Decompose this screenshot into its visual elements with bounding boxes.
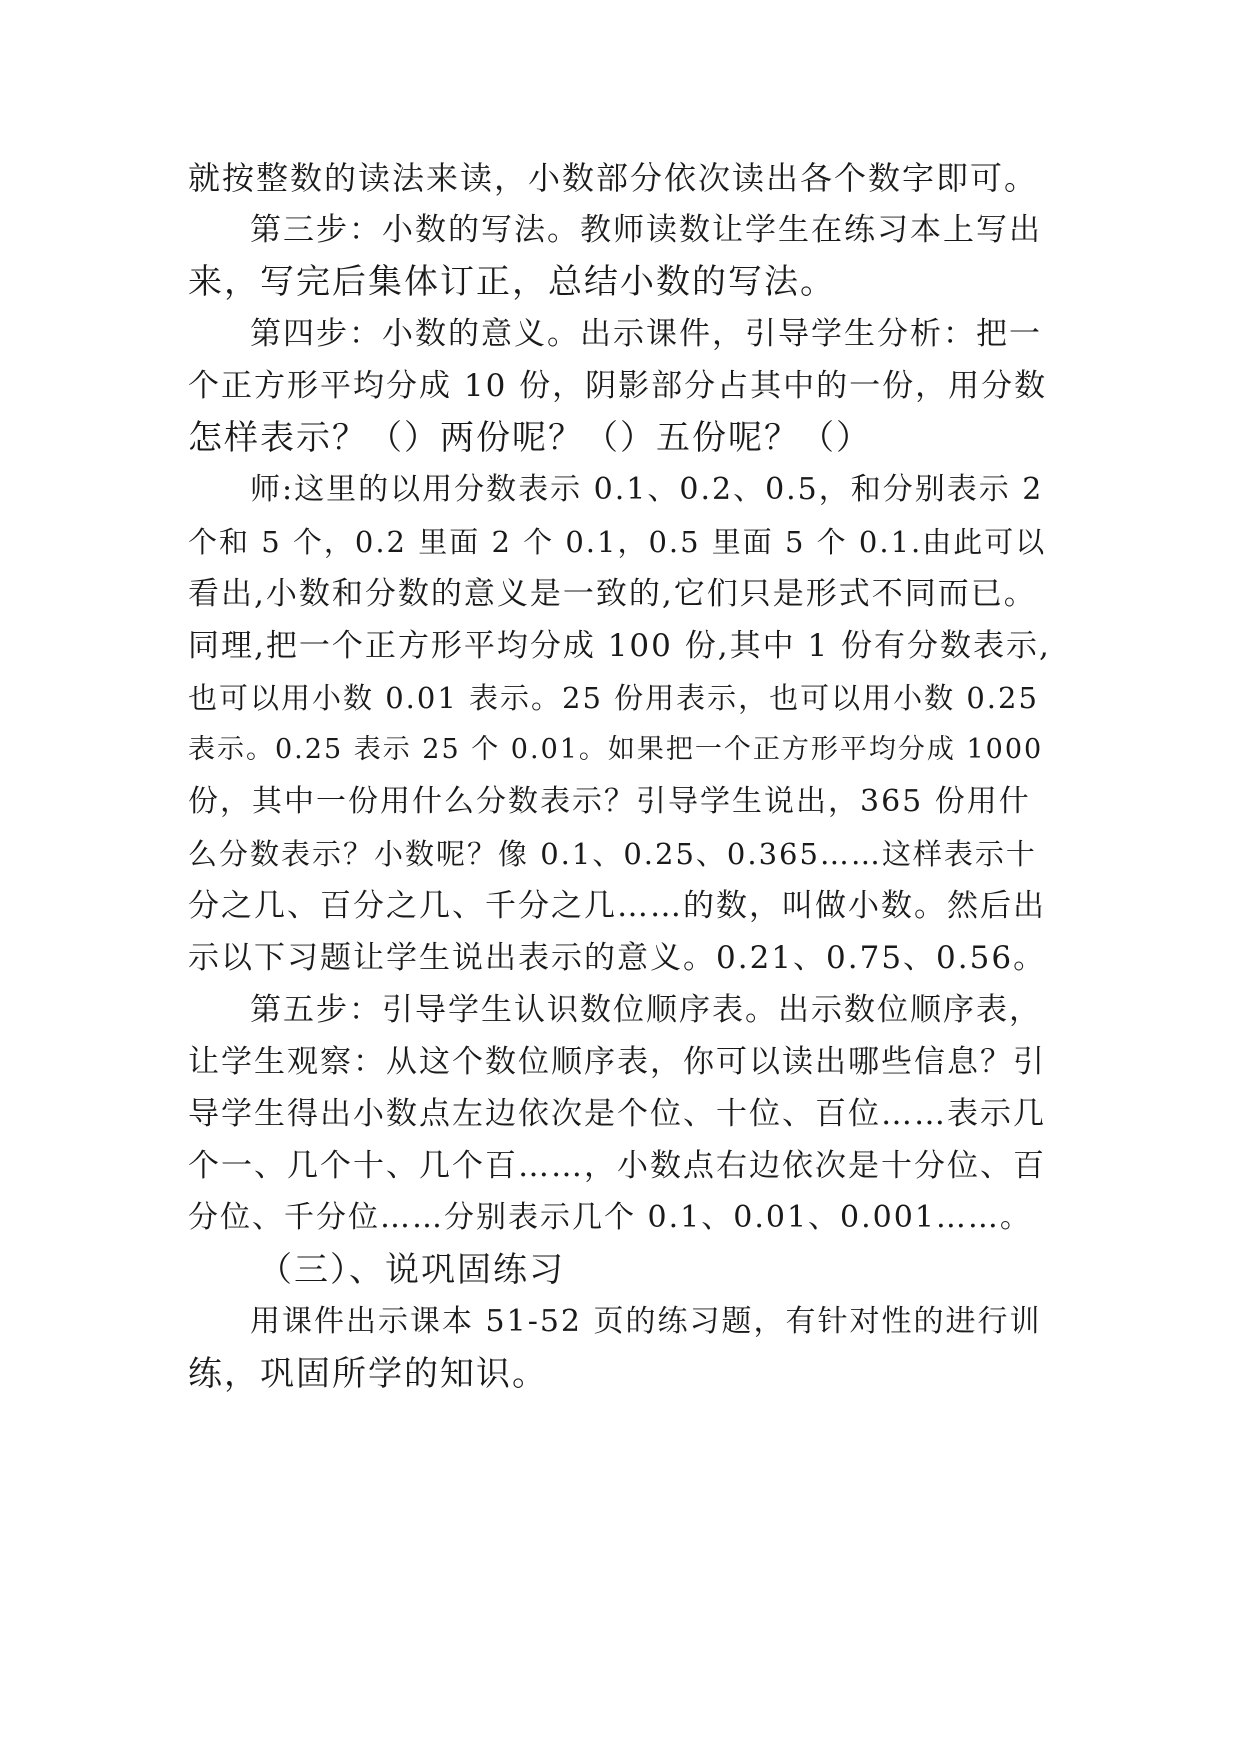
text-line: 么分数表示？小数呢？像 0.1、0.25、0.365……这样表示十 xyxy=(188,837,1037,871)
text-line: 示以下习题让学生说出表示的意义。0.21、0.75、0.56。 xyxy=(188,940,1047,976)
text-line: 个正方形平均分成 10 份，阴影部分占其中的一份，用分数 xyxy=(188,368,1048,404)
text-line: 表示。0.25 表示 25 个 0.01。如果把一个正方形平均分成 1000 xyxy=(188,734,1044,765)
text-line: 同理,把一个正方形平均分成 100 份,其中 1 份有分数表示, xyxy=(188,628,1051,664)
text-line: 第四步：小数的意义。出示课件，引导学生分析：把一 xyxy=(250,316,1042,352)
text-line: 用课件出示课本 51-52 页的练习题，有针对性的进行训 xyxy=(250,1304,1042,1339)
text-line: 就按整数的读法来读，小数部分依次读出各个数字即可。 xyxy=(188,159,1039,197)
text-line: 让学生观察：从这个数位顺序表，你可以读出哪些信息？引 xyxy=(188,1044,1046,1080)
text-line: 来，写完后集体订正，总结小数的写法。 xyxy=(188,262,836,302)
text-line: 看出,小数和分数的意义是一致的,它们只是形式不同而已。 xyxy=(188,576,1037,612)
text-line: 也可以用小数 0.01 表示。25 份用表示，也可以用小数 0.25 xyxy=(188,681,1039,715)
text-line: 第三步：小数的写法。教师读数让学生在练习本上写出 xyxy=(250,212,1042,248)
text-line: 分之几、百分之几、千分之几……的数，叫做小数。然后出 xyxy=(188,888,1046,924)
text-line: 导学生得出小数点左边依次是个位、十位、百位……表示几 xyxy=(188,1096,1046,1132)
text-line: 个和 5 个，0.2 里面 2 个 0.1，0.5 里面 5 个 0.1.由此可以 xyxy=(188,525,1047,559)
text-line: 练，巩固所学的知识。 xyxy=(188,1354,548,1394)
text-line: 个一、几个十、几个百……，小数点右边依次是十分位、百 xyxy=(188,1148,1046,1184)
text-line: 第五步：引导学生认识数位顺序表。出示数位顺序表， xyxy=(250,992,1042,1028)
section-heading: （三）、说巩固练习 xyxy=(258,1250,565,1290)
text-line: 分位、千分位……分别表示几个 0.1、0.01、0.001……。 xyxy=(188,1200,1032,1235)
text-line: 怎样表示？（）两份呢？（）五份呢？（） xyxy=(188,418,872,458)
text-line: 师:这里的以用分数表示 0.1、0.2、0.5，和分别表示 2 xyxy=(250,472,1044,507)
text-line: 份，其中一份用什么分数表示？引导学生说出，365 份用什 xyxy=(188,784,1031,819)
